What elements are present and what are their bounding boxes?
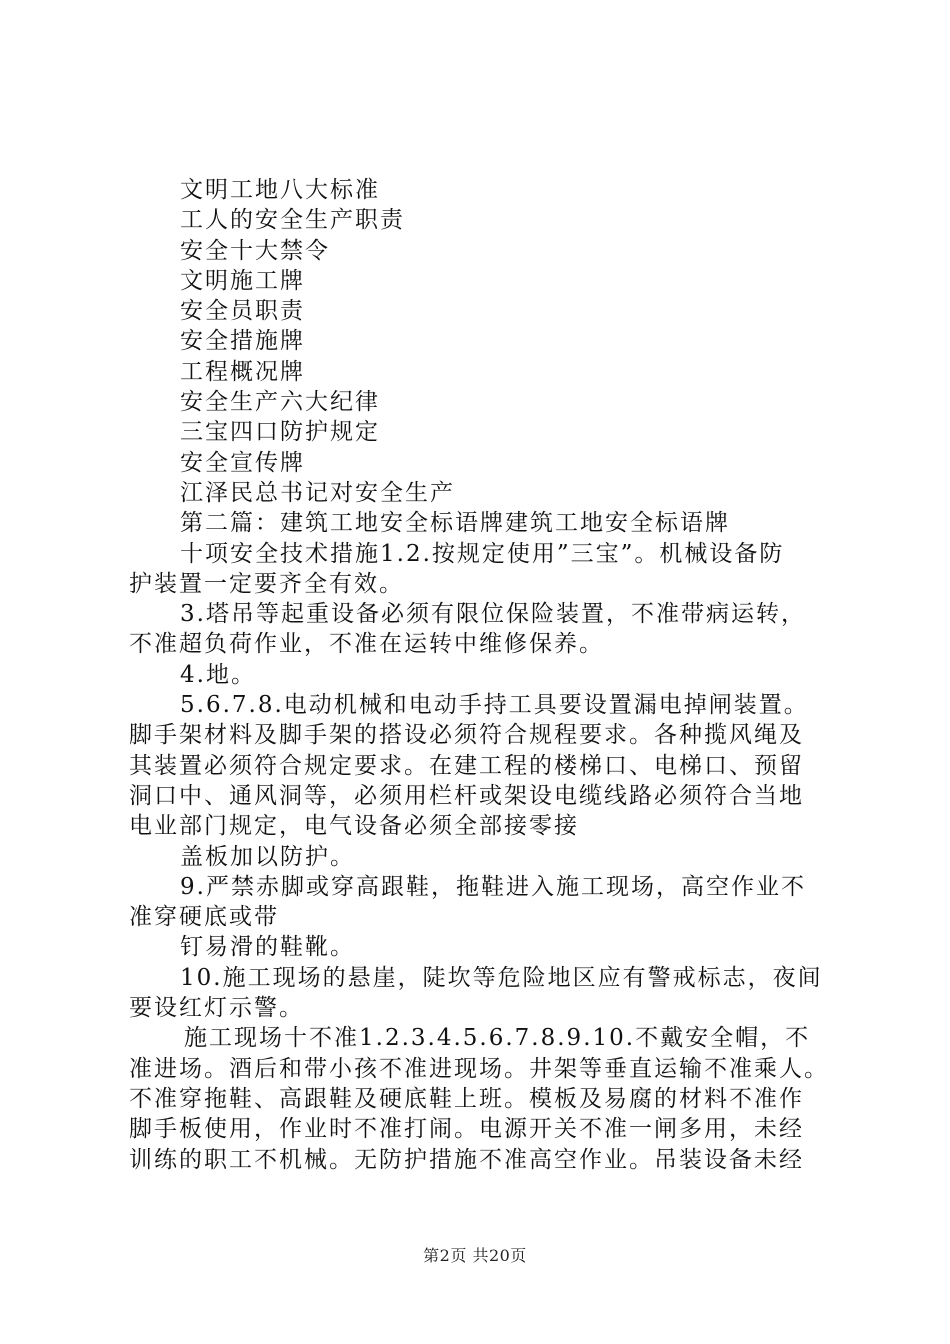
text-line: 江泽民总书记对安全生产 — [180, 479, 455, 506]
text-line: 脚手架材料及脚手架的搭设必须符合规程要求。各种揽风绳及 — [129, 722, 804, 749]
page-footer: 第2页 共20页 — [423, 1246, 527, 1265]
text-line: 洞口中、通风洞等，必须用栏杆或架设电缆线路必须符合当地 — [129, 782, 804, 809]
text-line: 不准超负荷作业，不准在运转中维修保养。 — [129, 631, 604, 658]
text-line: 9.严禁赤脚或穿高跟鞋，拖鞋进入施工现场，高空作业不 — [180, 873, 806, 900]
text-line: 工程概况牌 — [180, 358, 305, 385]
text-line: 准穿硬底或带 — [129, 904, 279, 931]
text-line: 工人的安全生产职责 — [180, 207, 405, 234]
text-line: 文明施工牌 — [180, 267, 305, 294]
text-line: 准进场。酒后和带小孩不准进现场。井架等垂直运输不准乘人。 — [129, 1055, 829, 1082]
text-line: 3.塔吊等起重设备必须有限位保险装置，不准带病运转， — [180, 601, 806, 628]
text-line: 10.施工现场的悬崖，陡坎等危险地区应有警戒标志，夜间 — [180, 964, 823, 991]
text-line: 不准穿拖鞋、高跟鞋及硬底鞋上班。模板及易腐的材料不准作 — [129, 1085, 804, 1112]
text-line: 电业部门规定，电气设备必须全部接零接 — [129, 813, 579, 840]
text-line: 第二篇：建筑工地安全标语牌建筑工地安全标语牌 — [180, 510, 730, 537]
text-line: 钉易滑的鞋靴。 — [180, 934, 355, 961]
text-line: 安全员职责 — [180, 298, 305, 325]
text-line: 盖板加以防护。 — [180, 843, 355, 870]
text-line: 安全宣传牌 — [180, 449, 305, 476]
text-line: 训练的职工不机械。无防护措施不准高空作业。吊装设备未经 — [129, 1146, 804, 1173]
document-body — [129, 175, 829, 1175]
text-line: 要设红灯示警。 — [129, 995, 304, 1022]
text-line: 十项安全技术措施1.2.按规定使用”三宝”。机械设备防 — [180, 540, 785, 567]
text-line: 三宝四口防护规定 — [180, 419, 380, 446]
text-line: 其装置必须符合规定要求。在建工程的楼梯口、电梯口、预留 — [129, 752, 804, 779]
text-line: 施工现场十不准1.2.3.4.5.6.7.8.9.10.不戴安全帽，不 — [184, 1025, 811, 1052]
text-line: 脚手板使用，作业时不准打闹。电源开关不准一闸多用，未经 — [129, 1116, 804, 1143]
text-line: 4.地。 — [180, 661, 256, 688]
text-line: 文明工地八大标准 — [180, 177, 380, 203]
text-line: 安全生产六大纪律 — [180, 389, 380, 416]
text-line: 5.6.7.8.电动机械和电动手持工具要设置漏电掉闸装置。 — [180, 692, 809, 719]
text-line: 安全十大禁令 — [180, 237, 330, 264]
text-line: 安全措施牌 — [180, 328, 305, 355]
text-line: 护装置一定要齐全有效。 — [129, 570, 404, 597]
